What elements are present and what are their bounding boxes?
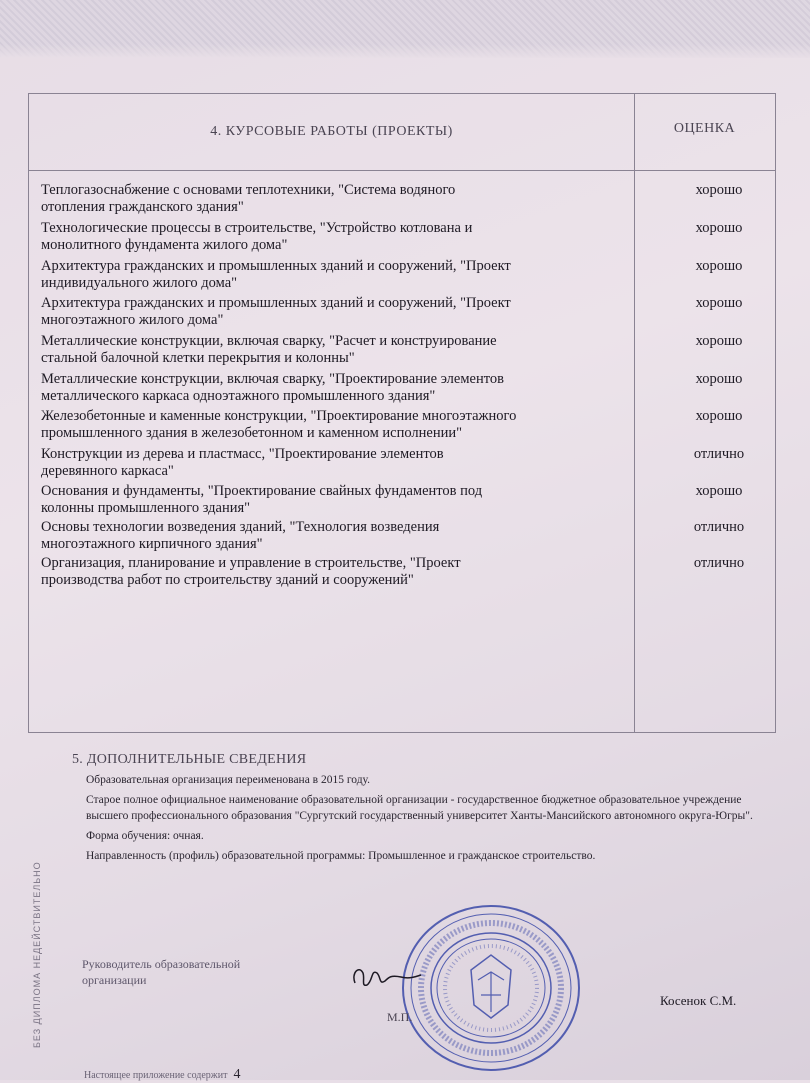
table-row xyxy=(29,555,775,593)
footer-text: Настоящее приложение содержит xyxy=(84,1070,228,1081)
header-divider xyxy=(29,170,775,171)
info-line: Направленность (профиль) образовательной программы: Промышленное и гражданское строительство. xyxy=(86,850,596,862)
coursework-title: Основания и фундаменты, "Проектирование свайных фундаментов под колонны промышленного здания" xyxy=(41,483,483,516)
table-row xyxy=(29,182,775,220)
validity-side-note: БЕЗ ДИПЛОМА НЕДЕЙСТВИТЕЛЬНО xyxy=(32,861,42,1048)
additional-info-title: 5. ДОПОЛНИТЕЛЬНЫЕ СВЕДЕНИЯ xyxy=(72,752,307,767)
coursework-title: Организация, планирование и управление в строительстве, "Проект производства работ по строительству зданий и сооружений" xyxy=(41,555,461,588)
signature xyxy=(345,955,425,995)
additional-info-body xyxy=(72,772,772,864)
seal-place-label: М.П. xyxy=(387,1010,413,1024)
coursework-grade: хорошо xyxy=(695,408,743,424)
table-row xyxy=(29,333,775,371)
security-pattern-band xyxy=(0,0,810,58)
coursework-title: Теплогазоснабжение с основами теплотехники, "Система водяного отопления гражданского здания" xyxy=(41,182,456,215)
coursework-grade: хорошо xyxy=(695,220,743,236)
table-row xyxy=(29,483,775,521)
coursework-title: Металлические конструкции, включая сварку, "Расчет и конструирование стальной балочной клетки перекрытия и колонны" xyxy=(41,333,497,366)
courseworks-header: 4. КУРСОВЫЕ РАБОТЫ (ПРОЕКТЫ) xyxy=(210,124,453,139)
additional-info-section xyxy=(72,752,772,868)
table-row xyxy=(29,295,775,333)
info-line: Старое полное официальное наименование образовательной организации - государственное бюджетное образовательное учреждение высшего профессионального образования "Сургутский государственный университет Ханты-Мансийского автономного округа-Югры". xyxy=(86,794,753,822)
coursework-title: Технологические процессы в строительстве, "Устройство котлована и монолитного фундамента жилого дома" xyxy=(41,220,473,253)
coursework-grade: хорошо xyxy=(695,371,743,387)
coursework-title: Основы технологии возведения зданий, "Технология возведения многоэтажного кирпичного здания" xyxy=(41,519,440,552)
signer-name: Косенок С.М. xyxy=(660,993,737,1008)
coursework-grade: хорошо xyxy=(695,182,743,198)
coursework-grade: отлично xyxy=(693,519,745,535)
coursework-title: Железобетонные и каменные конструкции, "Проектирование многоэтажного промышленного здания в железобетонном и каменном исполнении" xyxy=(41,408,517,441)
table-row xyxy=(29,519,775,557)
coursework-grade: отлично xyxy=(693,555,745,571)
courseworks-table xyxy=(28,93,776,733)
table-row xyxy=(29,408,775,446)
page-count-footer xyxy=(84,1067,240,1083)
info-line: Образовательная организация переименована в 2015 году. xyxy=(86,774,371,786)
table-row xyxy=(29,220,775,258)
head-of-organization-label: Руководитель образовательной организации xyxy=(82,957,241,987)
coursework-grade: хорошо xyxy=(695,333,743,349)
coursework-title: Металлические конструкции, включая сварку, "Проектирование элементов металлического каркаса одноэтажного промышленного здания" xyxy=(41,371,504,404)
coursework-grade: хорошо xyxy=(695,258,743,274)
info-line: Форма обучения: очная. xyxy=(86,830,204,842)
coursework-grade: отлично xyxy=(693,446,745,462)
table-row xyxy=(29,258,775,296)
grade-header: ОЦЕНКА xyxy=(673,121,736,136)
coursework-grade: хорошо xyxy=(695,295,743,311)
page-count: 4 xyxy=(233,1067,241,1082)
table-row xyxy=(29,371,775,409)
coursework-title: Архитектура гражданских и промышленных зданий и сооружений, "Проект многоэтажного жилого дома" xyxy=(41,295,511,328)
coursework-title: Архитектура гражданских и промышленных зданий и сооружений, "Проект индивидуального жилого дома" xyxy=(41,258,511,291)
coursework-title: Конструкции из дерева и пластмасс, "Проектирование элементов деревянного каркаса" xyxy=(41,446,444,479)
coursework-grade: хорошо xyxy=(695,483,743,499)
table-row xyxy=(29,446,775,484)
